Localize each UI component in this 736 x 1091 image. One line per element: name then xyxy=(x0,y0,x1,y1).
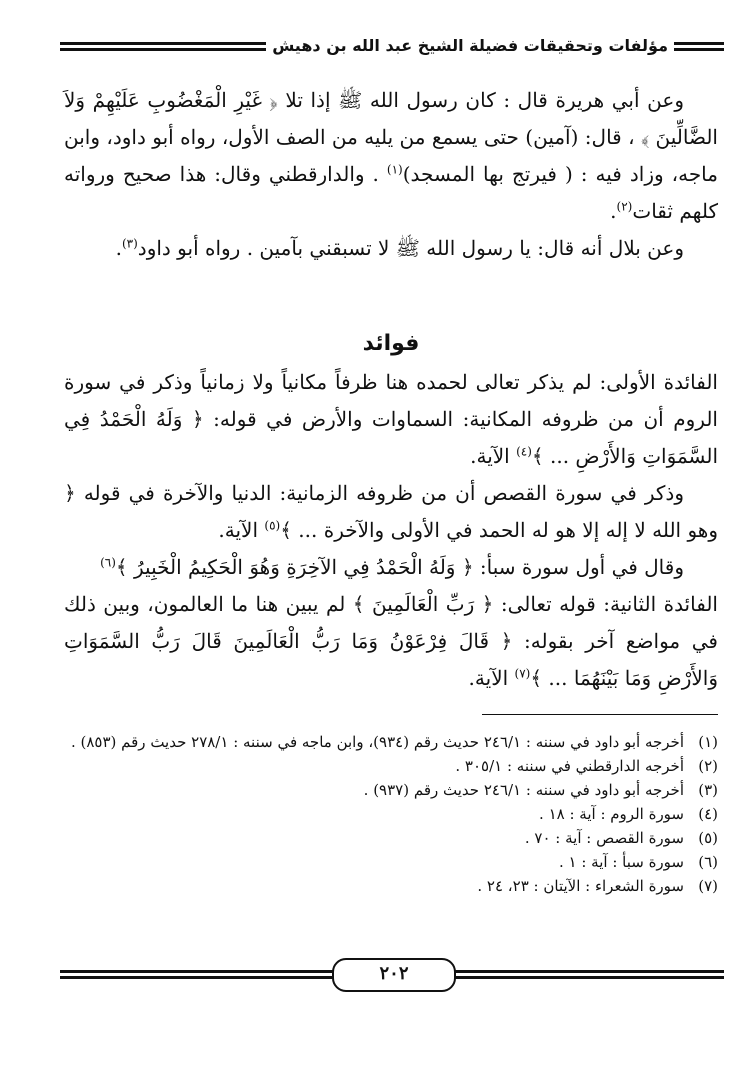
footnote-item xyxy=(64,826,718,850)
main-text xyxy=(64,82,718,697)
page-footer xyxy=(60,960,724,990)
footnote-text: أخرجه أبو داود في سننه : ٢٤٦/١ حديث رقم (٩٣٤)، وابن ماجه في سننه : ٢٧٨/١ حديث رقم (٨٥٣) . xyxy=(70,733,684,751)
footnote-text: أخرجه أبو داود في سننه : ٢٤٦/١ حديث رقم (٩٣٧) . xyxy=(363,781,684,799)
paragraph-qasas: وذكر في سورة القصص أن من ظروفه الزمانية: الدنيا والآخرة في قوله ﴿ وهو الله لا إله إلا هو له الحمد في الأولى والآخرة ... ﴾$^{(٥)}$ الآية. xyxy=(64,481,718,542)
footnote-item xyxy=(64,730,718,754)
footnote-item xyxy=(64,754,718,778)
paragraph-bilal: وعن بلال أنه قال: يا رسول الله ﷺ لا تسبقني بآمين . رواه أبو داود$^{(٣)}$. xyxy=(115,236,684,260)
footnote-text: سورة الروم : آية : ١٨ . xyxy=(539,805,684,823)
footnote-text: سورة سبأ : آية : ١ . xyxy=(558,853,684,871)
footnote-ref-5[interactable]: (٥) xyxy=(264,518,281,533)
footnote-separator xyxy=(482,714,718,715)
footnote-ref-4[interactable]: (٤) xyxy=(516,444,532,459)
footnote-number: (٥) xyxy=(698,829,718,847)
footnote-ref-1[interactable]: (١) xyxy=(386,162,403,177)
footnote-number: (٣) xyxy=(698,781,718,799)
paragraph-abu-hurayra: وعن أبي هريرة قال : كان رسول الله ﷺ إذا تلا ﴿ غَيْرِ الْمَغْضُوبِ عَلَيْهِمْ وَلاَ الضَّالِّينَ ﴾ ، قال: (آمين) حتى يسمع من يليه من الصف الأول، رواه أبو داود، وابن ماجه، وزاد فيه : ( فيرتج بها المسجد)$^{(١)}$ . والدارقطني وقال: هذا صحيح ورواته كلهم ثقات$^{(٢)}$. xyxy=(64,88,718,223)
footnote-item xyxy=(64,802,718,826)
footnote-text: سورة القصص : آية : ٧٠ . xyxy=(524,829,684,847)
running-header xyxy=(60,30,724,64)
footnote-ref-7[interactable]: (٧) xyxy=(514,666,531,681)
footnote-number: (٧) xyxy=(698,877,718,895)
footnote-ref-2[interactable]: (٢) xyxy=(616,199,633,214)
header-title: مؤلفات وتحقيقات فضيلة الشيخ عبد الله بن دهيش xyxy=(266,36,674,55)
footnote-ref-3[interactable]: (٣) xyxy=(121,236,138,251)
footnotes xyxy=(64,730,718,898)
paragraph-second-benefit: الفائدة الثانية: قوله تعالى: ﴿ رَبِّ الْعَالَمِينَ ﴾ لم يبين هنا ما العالمون، وبين ذلك في مواضع آخر بقوله: ﴿ قَالَ فِرْعَوْنُ وَمَا رَبُّ الْعَالَمِينَ قَالَ رَبُّ السَّمَوَاتِ وَالأَرْضِ وَمَا بَيْنَهُمَا ... ﴾$^{(٧)}$ الآية. xyxy=(64,592,718,690)
footnote-ref-6[interactable]: (٦) xyxy=(100,555,116,570)
spacer xyxy=(64,267,718,317)
header-ornament xyxy=(680,42,724,51)
footnote-number: (١) xyxy=(698,733,718,751)
footnote-text: أخرجه الدارقطني في سننه : ٣٠٥/١ . xyxy=(455,757,684,775)
footnote-item xyxy=(64,850,718,874)
footnote-number: (٢) xyxy=(698,757,718,775)
paragraph-first-benefit: الفائدة الأولى: لم يذكر تعالى لحمده هنا ظرفاً مكانياً ولا زمانياً وذكر في سورة الروم أن من ظروفه المكانية: السماوات والأرض في قوله: ﴿ وَلَهُ الْحَمْدُ فِي السَّمَوَاتِ وَالأَرْضِ ... ﴾$^{(٤)}$ الآية. xyxy=(64,370,718,468)
footnote-number: (٦) xyxy=(698,853,718,871)
page-number: ٢٠٢ xyxy=(332,958,456,992)
section-title: فوائد xyxy=(362,331,420,356)
paragraph-saba: وقال في أول سورة سبأ: ﴿ وَلَهُ الْحَمْدُ فِي الآخِرَةِ وَهُوَ الْحَكِيمُ الْخَبِيرُ ﴾$^{(٦)}$ xyxy=(100,555,684,579)
footnote-item xyxy=(64,778,718,802)
footnote-item xyxy=(64,874,718,898)
footnote-number: (٤) xyxy=(698,805,718,823)
footnote-text: سورة الشعراء : الآيتان : ٢٣، ٢٤ . xyxy=(477,877,684,895)
